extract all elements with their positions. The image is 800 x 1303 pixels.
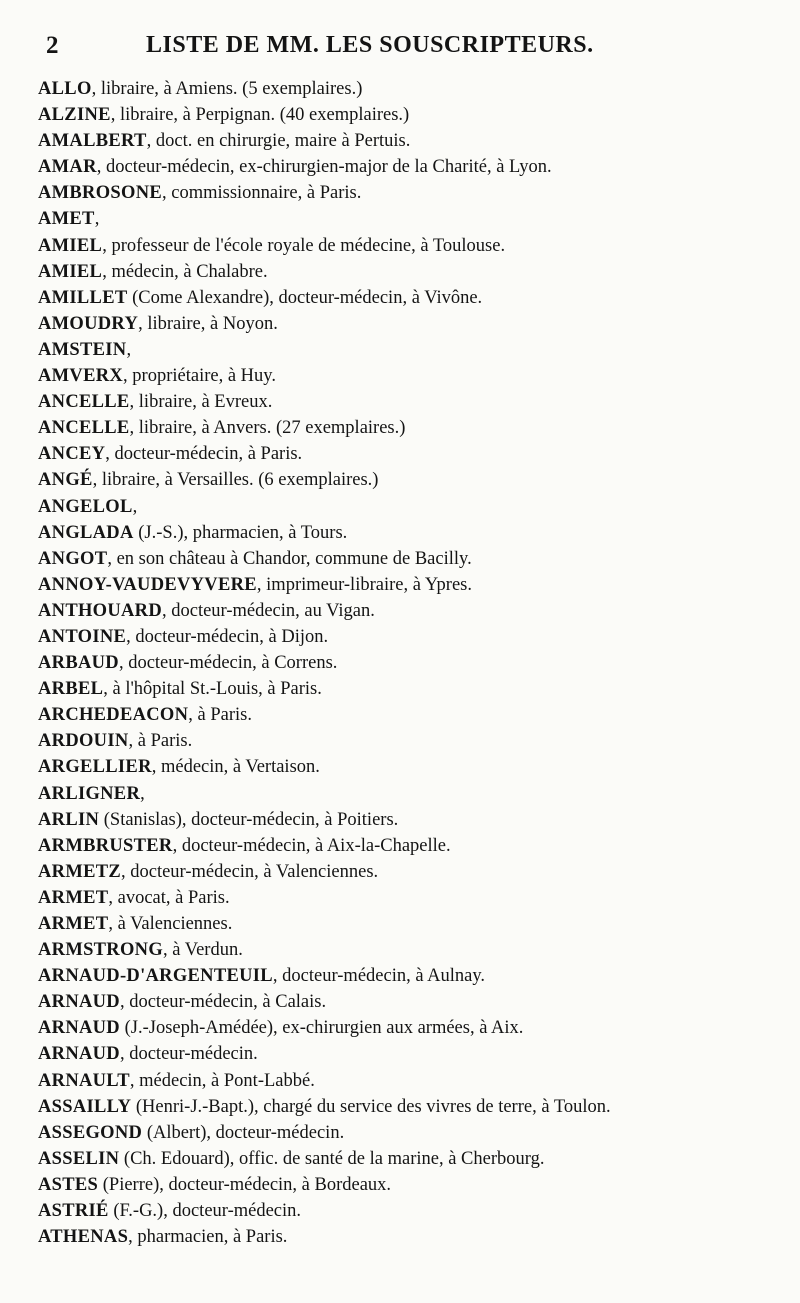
subscriber-detail: (Albert), docteur-médecin. [142,1122,345,1143]
subscriber-detail: , propriétaire, à Huy. [123,366,276,387]
subscriber-entry [38,467,778,493]
subscriber-name: ARLIN [38,809,100,830]
subscriber-detail: , docteur-médecin, à Correns. [118,653,338,674]
subscriber-entry [38,833,778,859]
subscriber-detail: , docteur-médecin. [119,1044,258,1065]
subscriber-detail: , docteur-médecin, à Aix-la-Chapelle. [172,835,451,856]
subscriber-name: ANTOINE [38,626,127,647]
subscriber-name: ANCELLE [38,392,130,413]
subscriber-detail: , professeur de l'école royale de médecine, à Toulouse. [102,235,506,256]
subscriber-entry [38,624,778,650]
subscriber-entry [38,259,778,285]
subscriber-entry [38,989,778,1015]
subscriber-entry [38,676,778,702]
subscriber-detail: , médecin, à Chalabre. [102,261,268,282]
subscriber-detail: , avocat, à Paris. [108,887,230,908]
subscriber-detail: , docteur-médecin, à Aulnay. [272,966,486,987]
subscriber-detail: , libraire, à Amiens. (5 exemplaires.) [91,79,363,99]
subscriber-name: ARMSTRONG [38,940,164,961]
subscriber-entry [38,650,778,676]
subscriber-detail: , docteur-médecin, à Valenciennes. [121,861,379,882]
subscriber-entry [38,885,778,911]
subscriber-entry [38,911,778,937]
subscriber-entry [38,441,778,467]
subscriber-detail: , à Paris. [188,705,252,726]
subscriber-name: AMVERX [38,366,124,387]
subscriber-detail: , docteur-médecin, à Calais. [119,992,327,1013]
subscriber-name: ASSELIN [38,1148,120,1169]
subscriber-entry [38,781,778,807]
subscriber-entry [38,807,778,833]
subscriber-entry [38,1172,778,1198]
subscriber-detail: , imprimeur-libraire, à Ypres. [256,574,472,595]
subscriber-detail: , libraire, à Versailles. (6 exemplaires.) [92,470,379,491]
subscriber-name: ARBAUD [38,653,119,674]
subscriber-detail: (Pierre), docteur-médecin, à Bordeaux. [98,1174,392,1195]
subscriber-detail: , à Verdun. [163,940,243,961]
subscriber-detail: , libraire, à Evreux. [129,392,273,413]
subscriber-name: ARNAUD [38,1018,120,1039]
subscriber-detail: , [94,209,100,230]
subscriber-entry [38,1094,778,1120]
subscriber-entry [38,363,778,389]
subscriber-name: AMOUDRY [38,313,139,334]
subscriber-name: AMALBERT [38,131,147,152]
subscriber-name: ARNAUD [38,1044,120,1065]
subscriber-entry [38,598,778,624]
subscriber-name: ARMET [38,914,109,934]
subscriber-entry [38,702,778,728]
subscriber-detail: , à l'hôpital St.-Louis, à Paris. [103,679,322,700]
subscriber-detail: , pharmacien, à Paris. [128,1227,288,1248]
subscriber-detail: (Henri-J.-Bapt.), chargé du service des vivres de terre, à Toulon. [131,1096,611,1117]
page-header [46,30,766,70]
subscriber-name: ARNAUD-D'ARGENTEUIL [38,966,273,987]
subscriber-detail: , médecin, à Pont-Labbé. [129,1070,315,1091]
subscriber-detail: , à Valenciennes. [108,914,233,934]
subscriber-name: AMSTEIN [38,339,127,360]
subscriber-detail: , commissionnaire, à Paris. [162,183,362,204]
subscriber-entry [38,128,778,154]
subscriber-name: AMIEL [38,235,103,256]
subscriber-entry [38,937,778,963]
subscriber-entry [38,859,778,885]
subscriber-entry [38,389,778,415]
subscriber-list [38,76,778,1250]
subscriber-name: ALZINE [38,105,111,126]
subscriber-name: ANGLADA [38,522,134,543]
subscriber-name: ASTRIÉ [38,1201,109,1222]
subscriber-detail: , à Paris. [128,731,193,752]
subscriber-detail: , en son château à Chandor, commune de Bacilly. [107,548,472,569]
subscriber-entry [38,572,778,598]
subscriber-name: ANGOT [38,548,108,569]
subscriber-entry [38,1146,778,1172]
subscriber-detail: , libraire, à Noyon. [138,313,278,334]
subscriber-entry [38,494,778,520]
subscriber-name: ARMBRUSTER [38,835,173,856]
subscriber-entry [38,1120,778,1146]
subscriber-entry [38,963,778,989]
subscriber-detail: (J.-Joseph-Amédée), ex-chirurgien aux armées, à Aix. [119,1018,524,1039]
subscriber-detail: , [126,339,132,360]
subscriber-entry [38,546,778,572]
subscriber-detail: , docteur-médecin, à Dijon. [126,626,329,647]
subscriber-name: ANCELLE [38,418,130,439]
subscriber-entry [38,1041,778,1067]
subscriber-entry [38,728,778,754]
subscriber-detail: , doct. en chirurgie, maire à Pertuis. [146,131,411,152]
subscriber-name: ATHENAS [38,1227,129,1248]
subscriber-name: ARCHEDEACON [38,705,189,726]
subscriber-entry [38,102,778,128]
subscriber-detail: , [132,496,138,517]
subscriber-detail: (Ch. Edouard), offic. de santé de la marine, à Cherbourg. [119,1148,545,1169]
subscriber-name: ASSEGOND [38,1122,143,1143]
subscriber-detail: , libraire, à Perpignan. (40 exemplaires.) [110,105,410,126]
subscriber-detail: (J.-S.), pharmacien, à Tours. [133,522,348,543]
subscriber-name: AMBROSONE [38,183,162,204]
subscriber-entry [38,154,778,180]
subscriber-entry [38,754,778,780]
subscriber-detail: (F.-G.), docteur-médecin. [108,1201,302,1222]
subscriber-detail: (Come Alexandre), docteur-médecin, à Vivône. [127,287,483,308]
subscriber-name: ARGELLIER [38,757,152,778]
subscriber-name: ARMETZ [38,861,121,882]
subscriber-name: AMAR [38,157,97,178]
subscriber-entry [38,1224,778,1250]
subscriber-name: ARDOUIN [38,731,129,752]
subscriber-name: ARMET [38,887,109,908]
subscriber-entry [38,233,778,259]
subscriber-entry [38,180,778,206]
subscriber-name: AMET [38,209,95,230]
subscriber-entry [38,1068,778,1094]
running-title: LISTE DE MM. LES SOUSCRIPTEURS. [146,32,594,58]
subscriber-name: ANCEY [38,444,106,465]
page-number: 2 [46,32,59,59]
subscriber-detail: , docteur-médecin, au Vigan. [161,600,375,621]
subscriber-name: ASSAILLY [38,1096,132,1117]
subscriber-name: ARBEL [38,679,104,700]
subscriber-name: ARLIGNER [38,783,141,804]
subscriber-name: ALLO [38,79,92,99]
subscriber-entry [38,206,778,232]
subscriber-entry [38,1015,778,1041]
subscriber-name: AMIEL [38,261,103,282]
subscriber-entry [38,311,778,337]
subscriber-entry [38,520,778,546]
subscriber-entry [38,76,778,102]
subscriber-name: ANNOY-VAUDEVYVERE [38,574,257,595]
subscriber-name: ASTES [38,1174,99,1195]
subscriber-entry [38,1198,778,1224]
subscriber-detail: , médecin, à Vertaison. [151,757,320,778]
subscriber-detail: , docteur-médecin, à Paris. [105,444,303,465]
subscriber-entry [38,285,778,311]
subscriber-name: ANGÉ [38,470,93,491]
subscriber-entry [38,415,778,441]
subscriber-detail: , [140,783,145,804]
subscriber-name: ARNAULT [38,1070,130,1091]
subscriber-name: ARNAUD [38,992,120,1013]
subscriber-entry [38,337,778,363]
subscriber-detail: , libraire, à Anvers. (27 exemplaires.) [129,418,406,439]
subscriber-name: ANGELOL [38,496,133,517]
subscriber-detail: , docteur-médecin, ex-chirurgien-major de la Charité, à Lyon. [96,157,552,178]
subscriber-name: ANTHOUARD [38,600,162,621]
subscriber-name: AMILLET [38,287,128,308]
subscriber-detail: (Stanislas), docteur-médecin, à Poitiers. [99,809,399,830]
